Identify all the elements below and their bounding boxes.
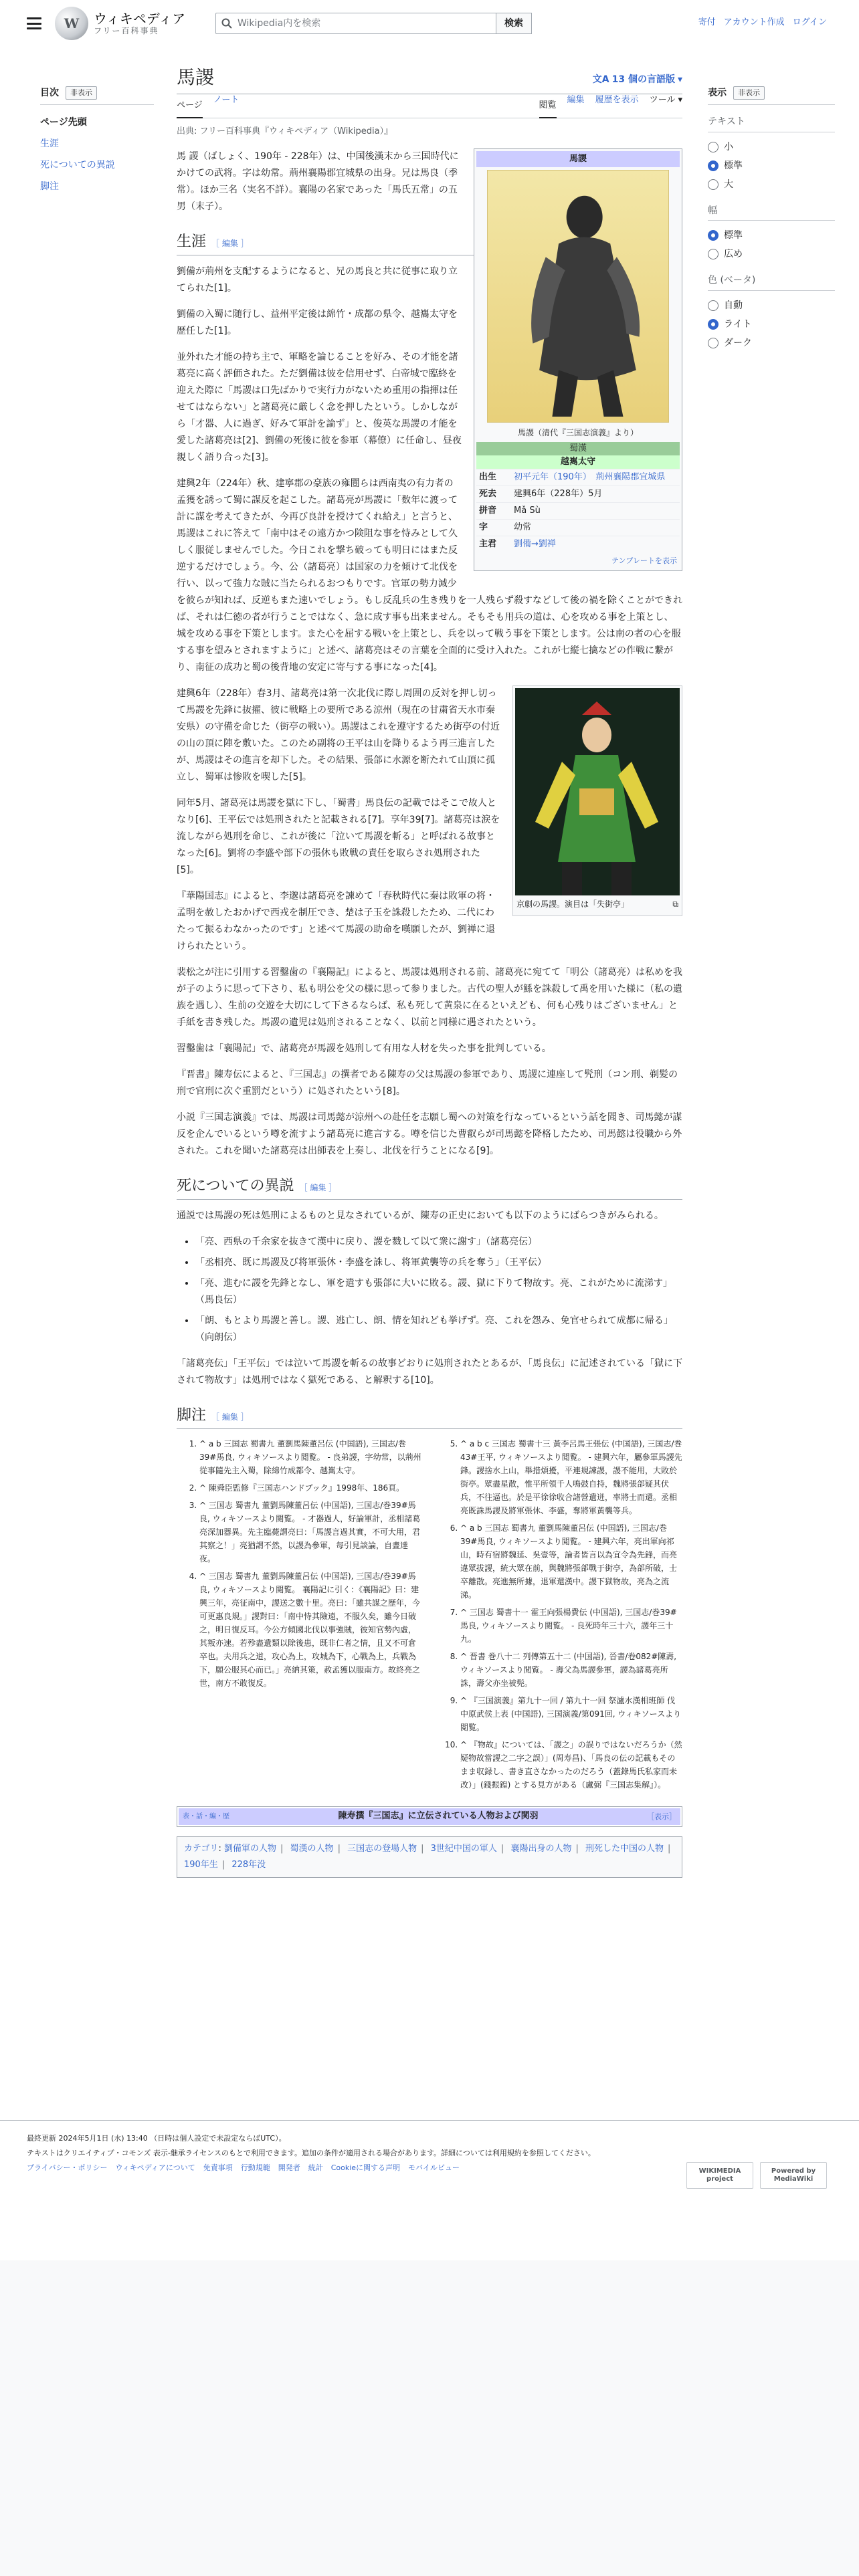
infobox-title: 馬謖 xyxy=(476,151,680,167)
paragraph: 建興2年（224年）秋、建寧郡の豪族の雍闓らは西南夷の有力者の孟獲を誘って蜀に謀反を起こした。諸葛亮が馬謖に「数年に渡って計に謀を考えてきたが、今再び良計を授けてくれ給え」と言うと、馬謖はこれに答えて「南中はその遠方かつ険阻な事を恃みとして久しく服従しませんでした。今日これを撃ち破っても明日にはまた反逆するだけでしょう。今、公（諸葛亮）は国家の力を傾けて北伐を行い、以って強力な賊に当たられるおつもりです。官軍の勢力減少を彼らが知れば、反逆もまた速いでしょう。もし反乱兵の生き残りを一人残らず殺すなどして後の禍を除くことができれば、それは仁徳の者が行うことではなく、急に成す事も出来ません。そもそも用兵の道は、心を攻める事を上策とし、城を攻める事を下策とします。また心を屈する戦いを上策とし、兵を以って戦う事を下策とします。公は南の者の心を服する事を望みとされますように」と述べ、諸葛亮はその言葉を全面的に受け入れた。これが七縦七擒などの作戦に繋がり、南征の成功と蜀の後背地の安定に寄与する事になった[4]。 xyxy=(177,477,682,673)
list-item: • 「朗、もとより馬謖と善し。謖、逃亡し、朗、情を知れども挙げず。亮、これを怨み、免官せられて成都に帰る」（向朗伝） xyxy=(195,1313,682,1346)
mediawiki-badge[interactable]: Powered by MediaWiki xyxy=(760,2162,827,2189)
lead-paragraph: 馬 謖（ばしょく、190年 - 228年）は、中国後漢末から三国時代にかけての武将。字は幼常。荊州襄陽郡宜城県の出身。兄は馬良（季常）。ほか三名（実名不詳）。襄陽の名家であった「馬氏五常」の五男（末子）。 xyxy=(177,150,459,212)
language-button[interactable]: 文A 13 個の言語版 ▾ xyxy=(593,72,682,91)
infobox-dynasty: 蜀漢 xyxy=(476,442,680,455)
site-header xyxy=(0,0,859,47)
paragraph: 裴松之が注に引用する習鑿歯の『襄陽記』によると、馬謖は処刑される前、諸葛亮に宛てて「明公（諸葛亮）は私めを我が子のように思って下さり、私も明公を父の様に思って参りました。古代の聖人が鯀を誅殺して禹を用いた様に（私の遺族を遇し）、生前の交遊を大切にして下さるならば、私も死して黄泉に在るといえども、何も心残りはございません」と手紙を書き残した。馬謖の遺児は処刑されることなく、以前と同様に遇されたという。 xyxy=(177,966,682,1028)
text-standard-radio[interactable]: 標準 xyxy=(708,156,835,175)
appearance-title: 表示 xyxy=(708,88,727,98)
license-text: テキストはクリエイティブ・コモンズ 表示-継承ライセンスのもとで利用できます。追加の条件が適用される場合があります。詳細については利用規約を参照してください。 xyxy=(27,2149,595,2157)
tagline: フリー百科事典 xyxy=(94,26,159,35)
page-tabs xyxy=(177,94,682,118)
article-content xyxy=(177,64,682,1878)
footer-link[interactable]: 統計 xyxy=(308,2163,323,2172)
infobox-office: 越嶲太守 xyxy=(476,455,680,469)
appearance-panel xyxy=(708,86,835,352)
wikipedia-globe-icon: W xyxy=(55,7,88,40)
donate-link[interactable]: 寄付 xyxy=(698,17,716,27)
reference-item: 10. ^ 『物故』については、「謖之」の誤りではないだろうか（然疑物故當謖之二字之誤）」(周寿昌)、「馬良の伝の記載もそのまま収録し、書き直さなかったのだろう（蓋錄馬氏私家而未改）」(錢振鍠) とする見方がある（盧弼『三国志集解』）。 xyxy=(460,1738,682,1792)
infobox xyxy=(474,148,682,571)
category-link[interactable]: 228年没 xyxy=(231,1860,266,1870)
translate-icon: 文A xyxy=(592,74,609,85)
create-account-link[interactable]: アカウント作成 xyxy=(723,17,785,27)
paragraph: 劉備の入蜀に随行し、益州平定後は綿竹・成都の県令、越巂太守を歴任した[1]。 xyxy=(177,308,458,336)
toc-item-top[interactable]: ページ先頭 xyxy=(40,117,87,128)
page-title: 馬謖 xyxy=(177,66,215,88)
footer-link[interactable]: ウィキペディアについて xyxy=(115,2163,195,2172)
footer-link[interactable]: モバイルビュー xyxy=(408,2163,460,2172)
category-link[interactable]: 蜀漢の人物 xyxy=(290,1844,334,1854)
section-heading-life: 生涯 ［ 編集 ］ xyxy=(177,230,682,255)
tab-read[interactable]: 閲覧 xyxy=(539,99,557,118)
footer-link[interactable]: プライバシー・ポリシー xyxy=(27,2163,108,2172)
infobox-row: 主君 劉備→劉禅 xyxy=(476,536,680,552)
site-logo[interactable] xyxy=(55,7,195,40)
category-link[interactable]: 襄陽出身の人物 xyxy=(510,1844,572,1854)
search-input[interactable] xyxy=(215,13,496,34)
reference-item: 2. ^ 陳舜臣監修『三国志ハンドブック』1998年、186頁。 xyxy=(199,1481,421,1495)
list-item: • 「丞相亮、既に馬謖及び将軍張休・李盛を誅し、将軍黄襲等の兵を奪う」（王平伝） xyxy=(195,1255,682,1271)
list-item: • 「亮、西県の千余家を抜きて漢中に戻り、謖を戮して以て衆に謝す」（諸葛亮伝） xyxy=(195,1234,682,1251)
footer-link[interactable]: 開発者 xyxy=(278,2163,300,2172)
color-label: 色 (ベータ) xyxy=(708,273,835,290)
paragraph: 並外れた才能の持ち主で、軍略を論じることを好み、その才能を諸葛亮に高く評価された。ただ劉備は彼を信用せず、白帝城で臨終を迎えた際に「馬謖は口先ばかりで実行力がないため重用の指揮は任せてはならない」と諸葛亮に厳しく念を押したという。しかしながら「才器、人に過ぎ、好みて軍計を論ず」と、俊英な馬謖の才能を愛した諸葛亮は[2]、劉備の死後に彼を参軍（幕僚）に任命し、昼夜親しく語り合った[3]。 xyxy=(177,351,462,463)
infobox-row: 死去 建興6年（228年）5月 xyxy=(476,486,680,502)
footer-link[interactable]: 免責事項 xyxy=(203,2163,233,2172)
login-link[interactable]: ログイン xyxy=(792,17,827,27)
tab-tools[interactable]: ツール ▾ xyxy=(649,95,682,106)
paragraph: 『華陽国志』によると、李邈は諸葛亮を諫めて「春秋時代に秦は敗軍の将・孟明を赦したおかげで西戎を制圧でき、楚は子玉を誅殺したため、二代にわたって振るわなかったのです」と述べて馬謖の助命を嘆願したが、劉禅に退けられたという。 xyxy=(177,890,495,952)
reference-item: 8. ^ 晋書 巻八十二 列傳第五十二 (中国語), 晉書/卷082#陳壽, ウィキソースより閲覧。 - 壽父為馬謖參軍，謖為諸葛亮所誅，壽父亦坐被髡。 xyxy=(460,1650,682,1690)
wikimedia-badge[interactable]: WIKIMEDIA project xyxy=(686,2162,753,2189)
portrait-image[interactable] xyxy=(487,170,669,423)
category-link[interactable]: 三国志の登場人物 xyxy=(347,1844,417,1854)
paragraph: 習鑿歯は「襄陽記」で、諸葛亮が馬謖を処刑して有用な人材を失った事を批判している。 xyxy=(177,1043,551,1054)
paragraph: 小説『三国志演義』では、馬謖は司馬懿が涼州への赴任を志願し蜀への対策を行なっているという話を聞き、司馬懿が謀反を企んでいるという噂を流すよう諸葛亮に進言する。噂を信じた曹叡らが司馬懿を降格したため、司馬懿は役職から外された。これを聞いた諸葛亮は出師表を上奏し、北伐を行うことになる[9]。 xyxy=(177,1111,682,1156)
toc-item-life[interactable]: 生涯 xyxy=(40,138,59,150)
thumbnail-figure xyxy=(512,685,682,916)
reference-item: 7. ^ 三国志 蜀書十一 霍王向張楊費伝 (中国語), 三国志/巻39#馬良, ウィキソースより閲覧。 - 良死時年三十六，謖年三十九。 xyxy=(460,1606,682,1646)
tab-edit[interactable]: 編集 xyxy=(567,95,585,106)
last-updated: 最終更新 2024年5月1日 (水) 13:40 （日時は個人設定で未設定ならばUTC）。 xyxy=(27,2134,286,2143)
toc-title: 目次 xyxy=(40,88,59,98)
tab-page[interactable]: ページ xyxy=(177,99,203,118)
references xyxy=(177,1437,682,1796)
source-line: 出典: フリー百科事典『ウィキペディア（Wikipedia）』 xyxy=(177,126,393,136)
chevron-down-icon: ▾ xyxy=(677,74,682,85)
reference-item: 1. ^ a b 三国志 蜀書九 董劉馬陳董呂伝 (中国語), 三国志/巻39#馬良, ウィキソースより閲覧。 - 良弟謖，字幼常，以荊州從事隨先主入蜀，除綿竹成都令、越嶲太守。 xyxy=(199,1437,421,1477)
color-light-radio[interactable]: ライト xyxy=(708,315,835,334)
user-links xyxy=(698,16,827,30)
edit-section-link[interactable]: ［ 編集 ］ xyxy=(211,238,249,248)
color-auto-radio[interactable]: 自動 xyxy=(708,296,835,315)
width-wide-radio[interactable]: 広め xyxy=(708,245,835,263)
navbox xyxy=(177,1806,682,1827)
wordmark: ウィキペディア xyxy=(94,11,186,27)
navbox-show-button[interactable]: ［表示］ xyxy=(646,1812,676,1821)
toc-hide-button[interactable]: 非表示 xyxy=(66,86,97,100)
reference-item: 9. ^ 『三国演義』第九十一回 / 第九十一回 祭瀘水漢相班師 伐中原武侯上表 (中国語), 三国演義/第091回, ウィキソースより閲覧。 xyxy=(460,1694,682,1734)
reference-item: 5. ^ a b c 三国志 蜀書十三 黃李呂馬王張伝 (中国語), 三国志/巻43#王平, ウィキソースより閲覧。 - 建興六年，屬參軍馬謖先鋒。謖捨水上山，舉措煩擾，平連規諫謖，謖不能用，大敗於街亭。眾盡星散，惟平所領千人鳴鼓自持，魏將張郃疑其伏兵，不往逼也。於是平徐徐收合諸營遺迸，率將士而還。丞相亮既誅馬謖及將軍張休、李盛，奪將軍黃襲等兵。 xyxy=(460,1437,682,1517)
reference-item: 3. ^ 三国志 蜀書九 董劉馬陳董呂伝 (中国語), 三国志/巻39#馬良, ウィキソースより閲覧。 - 才器過人，好論軍計，丞相諸葛亮深加器異。先主臨薨謂亮曰：「馬謖言過其實，不可大用，君其察之！」亮猶謂不然，以謖為參軍，每引見談論，自晝達夜。 xyxy=(199,1499,421,1566)
toc-item-notes[interactable]: 脚注 xyxy=(40,181,59,193)
category-link[interactable]: 刑死した中国の人物 xyxy=(585,1844,664,1854)
search-icon xyxy=(221,18,232,29)
tab-talk[interactable]: ノート xyxy=(213,95,240,106)
infobox-row: 出生 初平元年（190年） 荊州襄陽郡宜城県 xyxy=(476,469,680,486)
list-item: • 「亮、進むに謖を先鋒となし、軍を遣すも張郃に大いに敗る。謖、獄に下りて物故す。亮、これがために流涕す」（馬良伝） xyxy=(195,1275,682,1309)
edit-section-link[interactable]: ［ 編集 ］ xyxy=(299,1182,337,1192)
footer-link[interactable]: Cookieに関する声明 xyxy=(330,2163,401,2172)
navbox-title: 陳寿撰『三国志』に立伝されている人物および関羽 xyxy=(338,1811,539,1822)
appearance-hide-button[interactable]: 非表示 xyxy=(733,86,765,100)
opera-image[interactable] xyxy=(515,688,680,895)
death-list xyxy=(195,1234,682,1346)
category-link[interactable]: 190年生 xyxy=(184,1860,218,1870)
width-label: 幅 xyxy=(708,203,835,221)
text-size-label: テキスト xyxy=(708,114,835,132)
category-link[interactable]: 劉備軍の人物 xyxy=(224,1844,277,1854)
infobox-row: 拼音 Mǎ Sù xyxy=(476,502,680,519)
paragraph: 『晋書』陳寿伝によると、『三国志』の撰者である陳寿の父は馬謖の参軍であり、馬謖に連座して髠刑（コン刑、剃髪の刑で官刑に次ぐ重罰だという）に処されたという[8]。 xyxy=(177,1069,678,1097)
search-button[interactable]: 検索 xyxy=(496,13,532,34)
main-area xyxy=(0,47,859,2120)
show-template-link[interactable]: テンプレートを表示 xyxy=(611,556,677,565)
paragraph: 「諸葛亮伝」「王平伝」では泣いて馬謖を斬るの故事どおりに処刑されたとあるが、「馬良伝」に記述されている「獄に下されて物故す」は処刑ではなく獄死である、と解釈する[10]。 xyxy=(177,1358,682,1386)
paragraph: 建興6年（228年）春3月、諸葛亮は第一次北伐に際し周囲の反対を押し切って馬謖を先鋒に抜擢、彼に戦略上の要所である涼州（現在の甘粛省天水市秦安県）の守備を命じた（街亭の戦い）。馬謖はこれを遵守するため街亭の付近の山の頂に陣を敷いた。このため副将の王平は山を降りるよう再三進言したが、馬謖はその進言を却下した。その結果、張郃に水源を断たれて山頂に孤立し、蜀軍は惨敗を喫した[5]。 xyxy=(177,687,500,782)
category-link[interactable]: 3世紀中国の軍人 xyxy=(430,1844,497,1854)
page-footer xyxy=(0,2120,859,2260)
footer-link[interactable]: 行動規範 xyxy=(240,2163,270,2172)
paragraph: 劉備が荊州を支配するようになると、兄の馬良と共に従事に取り立てられた[1]。 xyxy=(177,265,458,294)
reference-item: 4. ^ 三国志 蜀書九 董劉馬陳董呂伝 (中国語), 三国志/巻39#馬良, ウィキソースより閲覧。 襄陽記に引く：《襄陽記》曰：建興三年，亮征南中，謖送之數十里。亮曰：「雖共謀之歷年，今可更惠良規。」謖對曰：「南中恃其險遠，不服久矣，雖今日破之，明日復反耳。今公方傾國北伐以事強賊，彼知官勢內虛，其叛亦速。若殄盡遺類以除後患，既非仁者之情，且又不可倉卒也。夫用兵之道，攻心為上，攻城為下，心戰為上，兵戰為下，願公服其心而已。」亮納其策，赦孟獲以服南方。故終亮之世，南方不敢復反。 xyxy=(199,1570,421,1690)
paragraph: 通説では馬謖の死は処刑によるものと見なされているが、陳寿の正史においても以下のようにばらつきがみられる。 xyxy=(177,1210,664,1222)
infobox-row: 字 幼常 xyxy=(476,519,680,536)
text-small-radio[interactable]: 小 xyxy=(708,138,835,156)
reference-item: 6. ^ a b 三国志 蜀書九 董劉馬陳董呂伝 (中国語), 三国志/巻39#馬良, ウィキソースより閲覧。 - 建興六年，亮出軍向祁山，時有宿將魏延、吳壹等，論者皆言以為宜令為先鋒，而亮違眾拔謖，統大眾在前，與魏將張郃戰于街亭，為郃所破，士卒離散。亮進無所據，退軍還漢中。謖下獄物故，亮為之流涕。 xyxy=(460,1521,682,1602)
enlarge-icon[interactable]: ⧉ xyxy=(672,899,678,909)
navbox-vte-links[interactable]: 表・話・編・歴 xyxy=(183,1812,229,1820)
infobox-caption: 馬謖（清代『三国志演義』より） xyxy=(517,427,638,437)
edit-section-link[interactable]: ［ 編集 ］ xyxy=(211,1412,249,1422)
category-link[interactable]: カテゴリ xyxy=(184,1844,219,1854)
text-large-radio[interactable]: 大 xyxy=(708,175,835,194)
paragraph: 同年5月、諸葛亮は馬謖を獄に下し、「蜀書」馬良伝の記載ではそこで故人となり[6]、王平伝では処刑されたと記載される[7]。享年39[7]。諸葛亮は涙を流しながら処刑を命じ、これが後に「泣いて馬謖を斬る」と呼ばれる故事となった[6]。劉将の李盛や部下の張休も敗戦の責任を取らされ処刑された[5]。 xyxy=(177,797,500,875)
category-links: カテゴリ: 劉備軍の人物 | 蜀漢の人物 | 三国志の登場人物 | 3世紀中国の軍人 | 襄陽出身の人物 | 刑死した中国の人物 | 190年生 | 228年没 xyxy=(177,1836,682,1878)
table-of-contents xyxy=(40,86,154,197)
width-standard-radio[interactable]: 標準 xyxy=(708,226,835,245)
color-dark-radio[interactable]: ダーク xyxy=(708,334,835,352)
section-heading-notes: 脚注 ［ 編集 ］ xyxy=(177,1404,682,1429)
main-menu-icon[interactable] xyxy=(27,17,41,29)
toc-item-death[interactable]: 死についての異説 xyxy=(40,160,115,171)
section-heading-death: 死についての異説 ［ 編集 ］ xyxy=(177,1174,682,1200)
tab-history[interactable]: 履歴を表示 xyxy=(595,95,639,106)
search-placeholder: Wikipedia内を検索 xyxy=(237,17,321,29)
search-form xyxy=(215,13,532,34)
thumbnail-caption: 京劇の馬謖。演目は「失街亭」 xyxy=(516,899,630,909)
